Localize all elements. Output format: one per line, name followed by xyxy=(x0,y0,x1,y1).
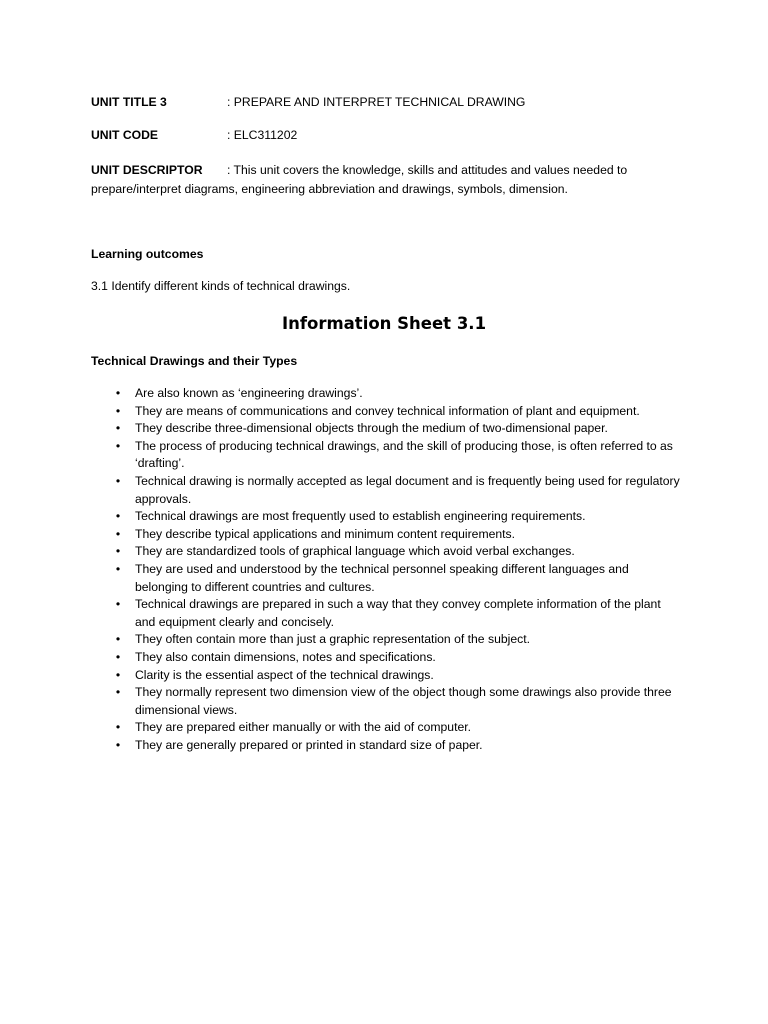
bullet-item xyxy=(113,420,683,438)
unit-descriptor-value: : This unit covers the knowledge, skills and attitudes and values needed to prepare/interpret diagrams, engineering abbreviation and drawings, symbols, dimension. xyxy=(91,163,628,196)
bullet-text: They describe typical applications and minimum content requirements. xyxy=(135,526,516,541)
bullet-text: They are prepared either manually or with the aid of computer. xyxy=(135,720,472,735)
bullet-item xyxy=(113,403,683,421)
bullet-item xyxy=(113,438,683,473)
bullet-item xyxy=(113,526,683,544)
unit-descriptor xyxy=(91,161,671,199)
information-sheet-title: Information Sheet 3.1 xyxy=(281,314,487,333)
unit-code-label: UNIT CODE xyxy=(91,128,159,142)
bullet-dot-icon: • xyxy=(115,632,121,647)
bullet-dot-icon: • xyxy=(115,720,121,735)
bullet-dot-icon: • xyxy=(115,473,121,488)
bullet-item xyxy=(113,684,683,719)
bullet-text: Are also known as ‘engineering drawings’. xyxy=(135,386,363,400)
bullet-item xyxy=(113,631,683,649)
bullet-text: The process of producing technical drawings, and the skill of producing those, is often referred to as ‘drafting’. xyxy=(135,438,673,471)
learning-outcomes-heading: Learning outcomes xyxy=(91,247,204,261)
bullet-dot-icon: • xyxy=(115,737,121,752)
bullet-text: They are used and understood by the technical personnel speaking different languages and belonging to different countries and cultures. xyxy=(135,561,629,594)
bullet-text: Technical drawing is normally accepted as legal document and is frequently being used for regulatory approvals. xyxy=(135,473,680,506)
bullet-dot-icon: • xyxy=(115,544,121,559)
bullet-item xyxy=(113,473,683,508)
unit-code-value: : ELC311202 xyxy=(227,128,298,142)
bullet-dot-icon: • xyxy=(115,438,121,453)
bullet-dot-icon: • xyxy=(115,649,121,664)
bullet-item xyxy=(113,561,683,596)
bullet-text: Clarity is the essential aspect of the technical drawings. xyxy=(135,667,434,682)
unit-descriptor-label: UNIT DESCRIPTOR xyxy=(91,163,203,177)
bullet-item xyxy=(113,508,683,526)
bullet-list xyxy=(113,385,683,754)
section-subheading: Technical Drawings and their Types xyxy=(91,354,298,368)
bullet-text: They also contain dimensions, notes and specifications. xyxy=(135,649,436,664)
bullet-text: They often contain more than just a graphic representation of the subject. xyxy=(135,632,530,647)
bullet-dot-icon: • xyxy=(115,667,121,682)
bullet-item xyxy=(113,596,683,631)
bullet-dot-icon: • xyxy=(115,509,121,524)
bullet-text: They describe three-dimensional objects through the medium of two-dimensional paper. xyxy=(135,421,608,436)
learning-outcome-item: 3.1 Identify different kinds of technical drawings. xyxy=(91,279,351,293)
bullet-dot-icon: • xyxy=(115,421,121,436)
bullet-dot-icon: • xyxy=(115,386,121,400)
bullet-dot-icon: • xyxy=(115,403,121,418)
bullet-dot-icon: • xyxy=(115,561,121,576)
bullet-item xyxy=(113,719,683,737)
bullet-item xyxy=(113,385,683,403)
bullet-item xyxy=(113,649,683,667)
bullet-text: They are generally prepared or printed in standard size of paper. xyxy=(135,737,483,752)
bullet-item xyxy=(113,543,683,561)
bullet-dot-icon: • xyxy=(115,526,121,541)
bullet-dot-icon: • xyxy=(115,685,121,700)
unit-title-label: UNIT TITLE 3 xyxy=(91,95,167,109)
bullet-text: They normally represent two dimension view of the object though some drawings also provide three dimensional views. xyxy=(135,685,672,717)
bullet-text: Technical drawings are most frequently used to establish engineering requirements. xyxy=(135,509,586,524)
bullet-item xyxy=(113,667,683,685)
bullet-text: They are standardized tools of graphical language which avoid verbal exchanges. xyxy=(135,544,575,559)
unit-title-value: : PREPARE AND INTERPRET TECHNICAL DRAWING xyxy=(227,95,526,109)
bullet-text: They are means of communications and convey technical information of plant and equipment. xyxy=(135,403,640,418)
bullet-dot-icon: • xyxy=(115,597,121,612)
bullet-text: Technical drawings are prepared in such a way that they convey complete information of the plant and equipment clearly and concisely. xyxy=(135,597,661,629)
bullet-item xyxy=(113,737,683,755)
